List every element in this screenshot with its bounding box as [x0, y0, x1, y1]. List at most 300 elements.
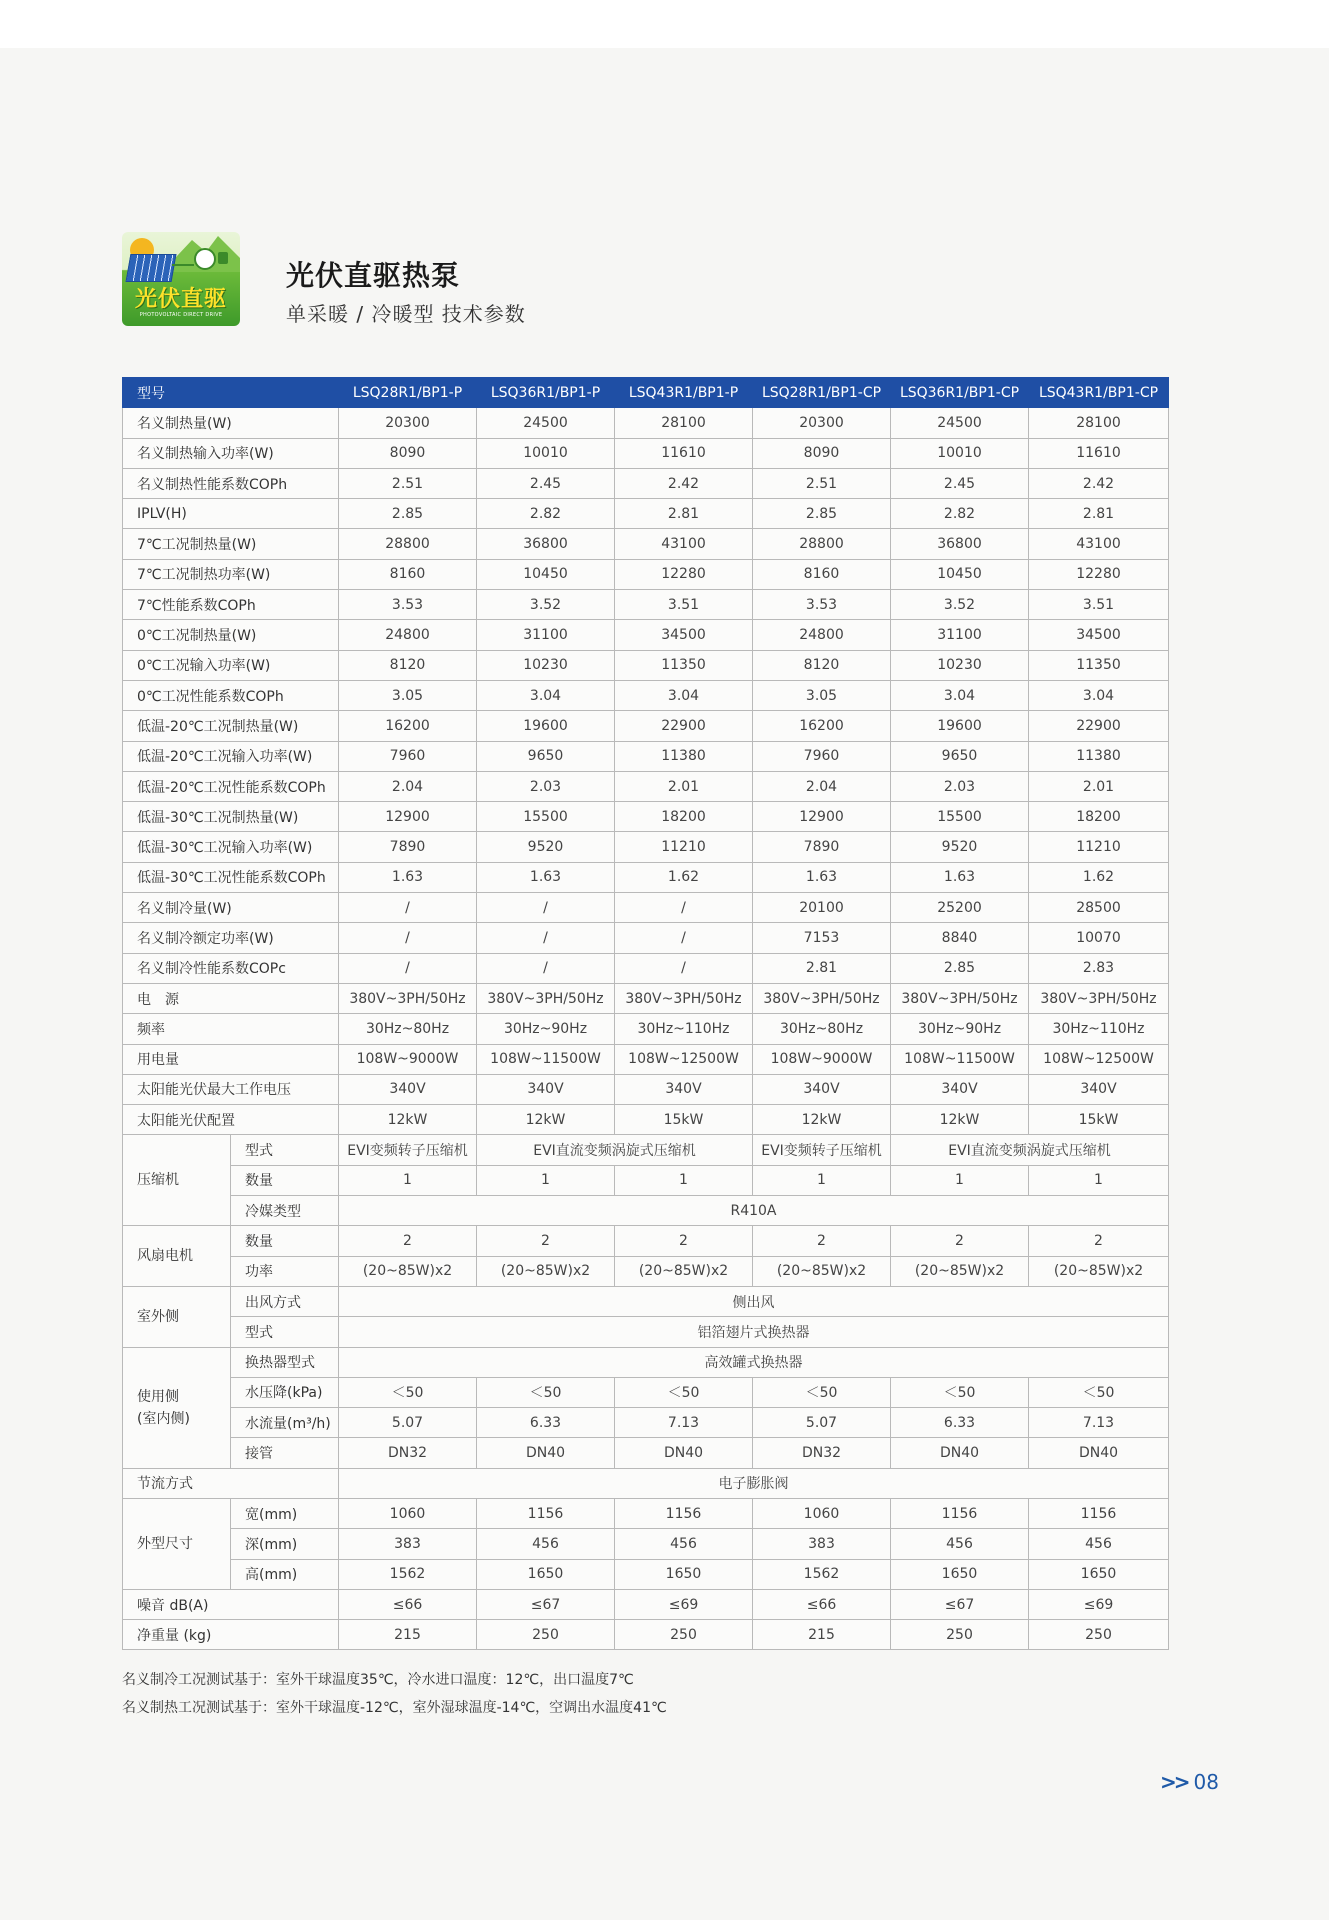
- table-cell: 340V: [1029, 1074, 1169, 1104]
- table-cell: (20~85W)x2: [477, 1256, 615, 1286]
- table-cell: 2.45: [891, 468, 1029, 498]
- row-label: IPLV(H): [123, 499, 339, 529]
- table-cell: 340V: [753, 1074, 891, 1104]
- table-cell: 108W~12500W: [615, 1044, 753, 1074]
- table-cell: 456: [891, 1529, 1029, 1559]
- table-cell: 1156: [1029, 1498, 1169, 1528]
- table-row: [123, 1620, 1169, 1650]
- table-cell: 11210: [1029, 832, 1169, 862]
- table-cell: 1: [477, 1165, 615, 1195]
- table-cell: ＜50: [339, 1377, 477, 1407]
- table-cell: 1: [753, 1165, 891, 1195]
- table-cell: 2.04: [339, 771, 477, 801]
- table-cell: 10010: [891, 438, 1029, 468]
- table-row: [123, 983, 1169, 1013]
- table-cell: 3.05: [753, 680, 891, 710]
- row-label: 用电量: [123, 1044, 339, 1074]
- table-cell: 15500: [891, 802, 1029, 832]
- logo-text: 光伏直驱: [134, 287, 227, 312]
- table-cell: 11610: [615, 438, 753, 468]
- table-cell: DN40: [1029, 1438, 1169, 1468]
- table-cell: 36800: [477, 529, 615, 559]
- row-label: 0℃工况输入功率(W): [123, 650, 339, 680]
- row-label: 低温-20℃工况制热量(W): [123, 711, 339, 741]
- table-cell: 456: [615, 1529, 753, 1559]
- table-cell: 6.33: [891, 1408, 1029, 1438]
- table-cell: 108W~11500W: [891, 1044, 1029, 1074]
- table-cell: /: [339, 953, 477, 983]
- table-cell: 1156: [477, 1498, 615, 1528]
- table-cell: 28800: [753, 529, 891, 559]
- table-cell: 3.05: [339, 680, 477, 710]
- table-cell: 11350: [615, 650, 753, 680]
- table-cell: 3.04: [1029, 680, 1169, 710]
- table-cell: 2.42: [615, 468, 753, 498]
- table-cell: 34500: [615, 620, 753, 650]
- table-cell: 1: [615, 1165, 753, 1195]
- table-cell: 铝箔翅片式换热器: [339, 1317, 1169, 1347]
- table-cell: ≤67: [891, 1589, 1029, 1619]
- table-cell: 9520: [477, 832, 615, 862]
- table-row: [123, 771, 1169, 801]
- group-label-compressor: 压缩机: [123, 1135, 231, 1226]
- table-cell: 20100: [753, 893, 891, 923]
- table-cell: 2.03: [477, 771, 615, 801]
- table-cell: DN32: [339, 1438, 477, 1468]
- table-cell: 3.52: [477, 590, 615, 620]
- table-cell: ＜50: [1029, 1377, 1169, 1407]
- table-cell: 7153: [753, 923, 891, 953]
- table-cell: 456: [477, 1529, 615, 1559]
- table-cell: (20~85W)x2: [615, 1256, 753, 1286]
- table-cell: 2.85: [753, 499, 891, 529]
- table-row: [123, 499, 1169, 529]
- table-cell: 1: [1029, 1165, 1169, 1195]
- table-cell: ＜50: [753, 1377, 891, 1407]
- header-cell: LSQ36R1/BP1-P: [477, 378, 615, 408]
- table-cell: 6.33: [477, 1408, 615, 1438]
- table-cell: DN40: [477, 1438, 615, 1468]
- table-cell: 250: [477, 1620, 615, 1650]
- table-cell: 12900: [753, 802, 891, 832]
- table-cell: DN40: [615, 1438, 753, 1468]
- row-label: 名义制冷额定功率(W): [123, 923, 339, 953]
- group-label-indoor-line1: 使用侧: [137, 1388, 179, 1405]
- pulse-icon: [172, 254, 194, 266]
- table-row: [123, 1165, 1169, 1195]
- table-row: [123, 1044, 1169, 1074]
- table-row: [123, 923, 1169, 953]
- table-cell: 1562: [753, 1559, 891, 1589]
- row-label: 净重量 (kg): [123, 1620, 339, 1650]
- table-row: [123, 1317, 1169, 1347]
- header-cell: LSQ43R1/BP1-CP: [1029, 378, 1169, 408]
- table-row: [123, 1074, 1169, 1104]
- table-cell: 2.85: [339, 499, 477, 529]
- table-cell: 34500: [1029, 620, 1169, 650]
- table-cell: 1.63: [753, 862, 891, 892]
- row-label: 低温-20℃工况性能系数COPh: [123, 771, 339, 801]
- row-label: 节流方式: [123, 1468, 339, 1498]
- table-row: [123, 1196, 1169, 1226]
- table-cell: 31100: [477, 620, 615, 650]
- table-cell: 31100: [891, 620, 1029, 650]
- table-row: [123, 1377, 1169, 1407]
- row-label: 名义制冷量(W): [123, 893, 339, 923]
- table-cell: ≤67: [477, 1589, 615, 1619]
- table-cell: 2.51: [339, 468, 477, 498]
- table-cell: 5.07: [339, 1408, 477, 1438]
- row-label: 0℃工况性能系数COPh: [123, 680, 339, 710]
- row-label: 接管: [231, 1438, 339, 1468]
- table-cell: 电子膨胀阀: [339, 1468, 1169, 1498]
- table-cell: /: [477, 893, 615, 923]
- table-row: [123, 711, 1169, 741]
- table-cell: 30Hz~110Hz: [1029, 1014, 1169, 1044]
- table-cell: 30Hz~80Hz: [753, 1014, 891, 1044]
- table-cell: 22900: [615, 711, 753, 741]
- table-cell: 3.53: [339, 590, 477, 620]
- table-cell: 7890: [339, 832, 477, 862]
- table-cell: 2.04: [753, 771, 891, 801]
- table-cell: 8840: [891, 923, 1029, 953]
- row-label: 名义制热性能系数COPh: [123, 468, 339, 498]
- table-row: [123, 468, 1169, 498]
- page-indicator: [1160, 1770, 1219, 1794]
- table-cell: 8120: [753, 650, 891, 680]
- table-row: [123, 1105, 1169, 1135]
- table-cell: 2: [615, 1226, 753, 1256]
- table-cell: 215: [339, 1620, 477, 1650]
- table-cell: ≤69: [1029, 1589, 1169, 1619]
- table-cell: 20300: [753, 408, 891, 438]
- table-cell: 2.01: [615, 771, 753, 801]
- page-subtitle: 单采暖 / 冷暖型 技术参数: [286, 302, 526, 326]
- row-label: 宽(mm): [231, 1498, 339, 1528]
- table-cell: 15kW: [615, 1105, 753, 1135]
- table-cell: 16200: [753, 711, 891, 741]
- table-cell: 383: [339, 1529, 477, 1559]
- row-label: 电 源: [123, 983, 339, 1013]
- table-cell: /: [615, 893, 753, 923]
- table-cell: 383: [753, 1529, 891, 1559]
- table-cell: EVI变频转子压缩机: [339, 1135, 477, 1165]
- solar-panel-icon: [126, 254, 177, 282]
- table-cell: 1: [891, 1165, 1029, 1195]
- table-cell: 1650: [891, 1559, 1029, 1589]
- header-cell: LSQ28R1/BP1-CP: [753, 378, 891, 408]
- table-row: [123, 1135, 1169, 1165]
- table-row: [123, 1589, 1169, 1619]
- table-cell: 11350: [1029, 650, 1169, 680]
- table-cell: 2.45: [477, 468, 615, 498]
- row-label: 低温-30℃工况输入功率(W): [123, 832, 339, 862]
- table-cell: 7960: [339, 741, 477, 771]
- table-cell: 2: [753, 1226, 891, 1256]
- double-chevron-right-icon: >>: [1160, 1770, 1188, 1794]
- row-label: 7℃工况制热功率(W): [123, 559, 339, 589]
- table-row: [123, 1559, 1169, 1589]
- table-cell: 30Hz~80Hz: [339, 1014, 477, 1044]
- table-cell: DN32: [753, 1438, 891, 1468]
- table-cell: 43100: [615, 529, 753, 559]
- table-cell: 10070: [1029, 923, 1169, 953]
- group-label-fan: 风扇电机: [123, 1226, 231, 1287]
- header-cell: LSQ36R1/BP1-CP: [891, 378, 1029, 408]
- table-cell: 12kW: [753, 1105, 891, 1135]
- table-cell: 250: [891, 1620, 1029, 1650]
- table-cell: 3.53: [753, 590, 891, 620]
- table-cell: 10230: [891, 650, 1029, 680]
- table-cell: 12900: [339, 802, 477, 832]
- table-cell: 2.03: [891, 771, 1029, 801]
- table-cell: 24500: [891, 408, 1029, 438]
- table-cell: 2.81: [753, 953, 891, 983]
- table-cell: 15500: [477, 802, 615, 832]
- logo-subtext: PHOTOVOLTAIC DIRECT DRIVE: [139, 312, 223, 318]
- table-cell: 18200: [1029, 802, 1169, 832]
- footnote-heating: 名义制热工况测试基于：室外干球温度-12℃，室外湿球温度-14℃，空调出水温度41℃: [122, 1700, 667, 1716]
- table-cell: 2.85: [891, 953, 1029, 983]
- table-cell: 12kW: [339, 1105, 477, 1135]
- table-cell: 1: [339, 1165, 477, 1195]
- table-cell: 2.83: [1029, 953, 1169, 983]
- table-row: [123, 408, 1169, 438]
- page-top-edge: [0, 0, 1329, 48]
- header-cell: LSQ28R1/BP1-P: [339, 378, 477, 408]
- table-row: [123, 953, 1169, 983]
- table-cell: 340V: [891, 1074, 1029, 1104]
- table-cell: 8120: [339, 650, 477, 680]
- row-label: 功率: [231, 1256, 339, 1286]
- table-row: [123, 620, 1169, 650]
- table-cell: 12280: [1029, 559, 1169, 589]
- table-cell: 24800: [339, 620, 477, 650]
- table-cell: 2: [1029, 1226, 1169, 1256]
- table-cell: 380V~3PH/50Hz: [339, 983, 477, 1013]
- table-cell: 2: [339, 1226, 477, 1256]
- table-cell: 250: [615, 1620, 753, 1650]
- table-cell: 380V~3PH/50Hz: [891, 983, 1029, 1013]
- table-row: [123, 1226, 1169, 1256]
- plug-icon: [218, 252, 228, 264]
- table-cell: 2.81: [615, 499, 753, 529]
- row-label: 名义制热输入功率(W): [123, 438, 339, 468]
- page-title: 光伏直驱热泵: [286, 259, 461, 292]
- row-label: 低温-30℃工况制热量(W): [123, 802, 339, 832]
- table-cell: 380V~3PH/50Hz: [615, 983, 753, 1013]
- table-cell: 108W~11500W: [477, 1044, 615, 1074]
- table-cell: ≤66: [753, 1589, 891, 1619]
- table-row: [123, 1438, 1169, 1468]
- table-cell: EVI直流变频涡旋式压缩机: [477, 1135, 753, 1165]
- table-cell: 10230: [477, 650, 615, 680]
- row-label: 太阳能光伏配置: [123, 1105, 339, 1135]
- table-cell: ＜50: [477, 1377, 615, 1407]
- table-row: [123, 1347, 1169, 1377]
- table-cell: 24800: [753, 620, 891, 650]
- table-cell: 340V: [615, 1074, 753, 1104]
- row-label: 换热器型式: [231, 1347, 339, 1377]
- table-cell: 36800: [891, 529, 1029, 559]
- table-cell: 1156: [891, 1498, 1029, 1528]
- table-cell: 11610: [1029, 438, 1169, 468]
- table-cell: ≤69: [615, 1589, 753, 1619]
- table-cell: 11380: [615, 741, 753, 771]
- table-row: [123, 1256, 1169, 1286]
- table-cell: 9520: [891, 832, 1029, 862]
- table-row: [123, 1286, 1169, 1316]
- table-cell: 5.07: [753, 1408, 891, 1438]
- table-cell: 7.13: [615, 1408, 753, 1438]
- table-cell: 30Hz~110Hz: [615, 1014, 753, 1044]
- table-cell: /: [615, 953, 753, 983]
- table-cell: 2.01: [1029, 771, 1169, 801]
- row-label: 高(mm): [231, 1559, 339, 1589]
- row-label: 型式: [231, 1317, 339, 1347]
- table-cell: 12kW: [891, 1105, 1029, 1135]
- table-cell: R410A: [339, 1196, 1169, 1226]
- table-cell: 380V~3PH/50Hz: [1029, 983, 1169, 1013]
- row-label: 冷媒类型: [231, 1196, 339, 1226]
- table-cell: 108W~9000W: [339, 1044, 477, 1074]
- table-row: [123, 862, 1169, 892]
- table-cell: 侧出风: [339, 1286, 1169, 1316]
- table-row: [123, 1498, 1169, 1528]
- brand-logo: [122, 232, 240, 326]
- table-cell: 8090: [753, 438, 891, 468]
- table-cell: 2: [891, 1226, 1029, 1256]
- table-cell: 28100: [615, 408, 753, 438]
- table-cell: 1.62: [1029, 862, 1169, 892]
- table-cell: 108W~12500W: [1029, 1044, 1169, 1074]
- table-cell: 1.63: [339, 862, 477, 892]
- table-cell: 9650: [477, 741, 615, 771]
- table-cell: (20~85W)x2: [891, 1256, 1029, 1286]
- table-cell: 15kW: [1029, 1105, 1169, 1135]
- table-cell: 2.42: [1029, 468, 1169, 498]
- table-row: [123, 893, 1169, 923]
- group-label-indoor: [123, 1347, 231, 1468]
- fan-icon: [194, 248, 216, 270]
- table-cell: 高效罐式换热器: [339, 1347, 1169, 1377]
- row-label: 名义制热量(W): [123, 408, 339, 438]
- table-cell: /: [339, 923, 477, 953]
- table-row: [123, 438, 1169, 468]
- table-cell: 9650: [891, 741, 1029, 771]
- table-header-row: [123, 378, 1169, 408]
- group-label-outdoor: 室外侧: [123, 1286, 231, 1347]
- table-cell: /: [477, 923, 615, 953]
- table-cell: 1.63: [477, 862, 615, 892]
- table-cell: 2: [477, 1226, 615, 1256]
- table-cell: 3.51: [1029, 590, 1169, 620]
- group-label-dimensions: 外型尺寸: [123, 1498, 231, 1589]
- table-cell: 215: [753, 1620, 891, 1650]
- table-cell: 22900: [1029, 711, 1169, 741]
- table-cell: 3.52: [891, 590, 1029, 620]
- table-cell: 16200: [339, 711, 477, 741]
- table-row: [123, 1529, 1169, 1559]
- table-cell: 10450: [891, 559, 1029, 589]
- table-cell: 1650: [1029, 1559, 1169, 1589]
- table-cell: 7890: [753, 832, 891, 862]
- table-cell: 28500: [1029, 893, 1169, 923]
- table-cell: ＜50: [615, 1377, 753, 1407]
- table-cell: (20~85W)x2: [339, 1256, 477, 1286]
- table-cell: 8160: [753, 559, 891, 589]
- table-cell: 3.04: [891, 680, 1029, 710]
- table-cell: 1.62: [615, 862, 753, 892]
- table-cell: 1650: [477, 1559, 615, 1589]
- table-cell: 3.04: [477, 680, 615, 710]
- table-cell: 1562: [339, 1559, 477, 1589]
- row-label: 水流量(m³/h): [231, 1408, 339, 1438]
- row-label: 0℃工况制热量(W): [123, 620, 339, 650]
- table-row: [123, 1468, 1169, 1498]
- table-cell: 108W~9000W: [753, 1044, 891, 1074]
- table-row: [123, 1014, 1169, 1044]
- table-cell: 1650: [615, 1559, 753, 1589]
- table-cell: ≤66: [339, 1589, 477, 1619]
- table-cell: 2.51: [753, 468, 891, 498]
- table-cell: 380V~3PH/50Hz: [753, 983, 891, 1013]
- table-cell: 10010: [477, 438, 615, 468]
- table-cell: 30Hz~90Hz: [477, 1014, 615, 1044]
- table-cell: 28800: [339, 529, 477, 559]
- header-cell: LSQ43R1/BP1-P: [615, 378, 753, 408]
- table-cell: 3.51: [615, 590, 753, 620]
- row-label: 深(mm): [231, 1529, 339, 1559]
- table-row: [123, 529, 1169, 559]
- table-row: [123, 650, 1169, 680]
- table-cell: 2.81: [1029, 499, 1169, 529]
- row-label: 太阳能光伏最大工作电压: [123, 1074, 339, 1104]
- table-row: [123, 832, 1169, 862]
- table-cell: 250: [1029, 1620, 1169, 1650]
- table-cell: /: [339, 893, 477, 923]
- table-cell: (20~85W)x2: [753, 1256, 891, 1286]
- table-cell: 456: [1029, 1529, 1169, 1559]
- table-cell: 12kW: [477, 1105, 615, 1135]
- table-cell: 8090: [339, 438, 477, 468]
- footnotes: [122, 1666, 667, 1722]
- table-cell: EVI直流变频涡旋式压缩机: [891, 1135, 1169, 1165]
- table-cell: 3.04: [615, 680, 753, 710]
- row-label: 7℃性能系数COPh: [123, 590, 339, 620]
- table-cell: 7960: [753, 741, 891, 771]
- row-label: 数量: [231, 1226, 339, 1256]
- table-cell: 2.82: [891, 499, 1029, 529]
- row-label: 7℃工况制热量(W): [123, 529, 339, 559]
- table-cell: 8160: [339, 559, 477, 589]
- row-label: 低温-20℃工况输入功率(W): [123, 741, 339, 771]
- table-cell: ＜50: [891, 1377, 1029, 1407]
- row-label: 低温-30℃工况性能系数COPh: [123, 862, 339, 892]
- table-cell: 380V~3PH/50Hz: [477, 983, 615, 1013]
- table-cell: 2.82: [477, 499, 615, 529]
- row-label: 出风方式: [231, 1286, 339, 1316]
- row-label: 水压降(kPa): [231, 1377, 339, 1407]
- table-cell: 28100: [1029, 408, 1169, 438]
- table-row: [123, 680, 1169, 710]
- table-cell: /: [477, 953, 615, 983]
- table-cell: 7.13: [1029, 1408, 1169, 1438]
- table-cell: 24500: [477, 408, 615, 438]
- table-row: [123, 559, 1169, 589]
- table-cell: 12280: [615, 559, 753, 589]
- table-cell: 43100: [1029, 529, 1169, 559]
